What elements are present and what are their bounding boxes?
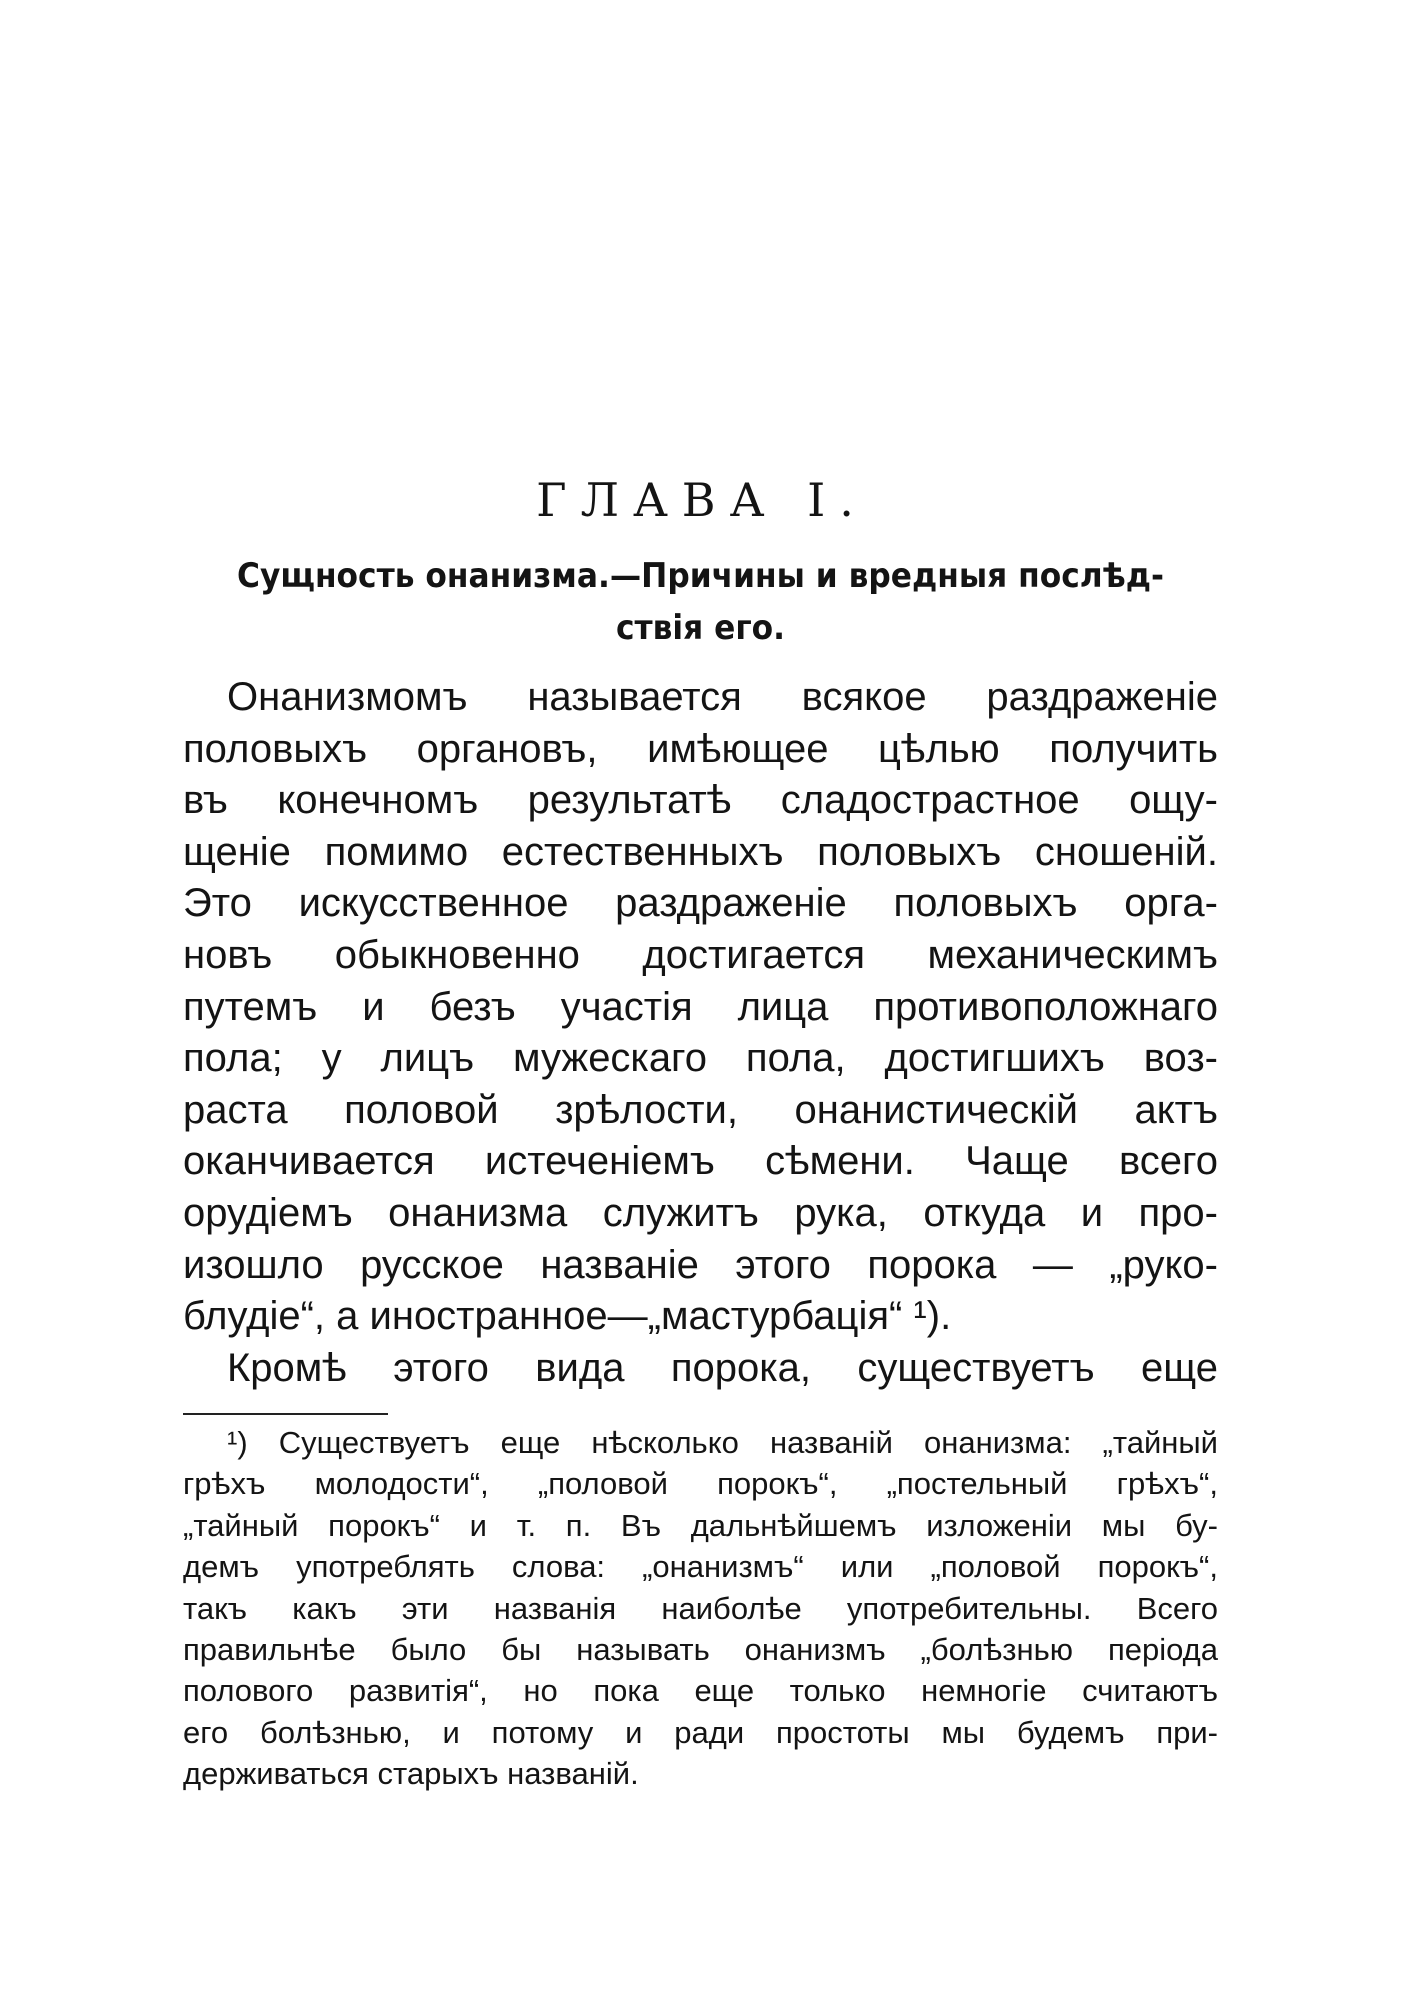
body-line: орудіемъ онанизма служитъ рука, откуда и про- bbox=[183, 1190, 1218, 1235]
body-line: новъ обыкновенно достигается механическимъ bbox=[183, 932, 1218, 977]
body-line: оканчивается истеченіемъ сѣмени. Чаще всего bbox=[183, 1139, 1218, 1184]
footnote-line: правильнѣе было бы называть онанизмъ „болѣзнью періода bbox=[183, 1631, 1218, 1667]
footnote bbox=[183, 1422, 1218, 1795]
chapter-subtitle bbox=[224, 550, 1176, 654]
body-line: путемъ и безъ участія лица противоположнаго bbox=[183, 984, 1218, 1029]
body-text bbox=[183, 672, 1218, 1394]
body-line: изошло русское названіе этого порока — „руко- bbox=[183, 1242, 1218, 1287]
footnote-line: демъ употреблять слова: „онанизмъ“ или „половой порокъ“, bbox=[183, 1549, 1218, 1585]
footnote-divider bbox=[183, 1413, 388, 1415]
footnote-line: такъ какъ эти названія наиболѣе употребительны. Всего bbox=[183, 1590, 1218, 1626]
body-line: пола; у лицъ мужескаго пола, достигшихъ воз- bbox=[183, 1036, 1218, 1081]
body-line: Онанизмомъ называется всякое раздраженіе bbox=[227, 675, 1218, 719]
subtitle-line: Сущность онанизма.—Причины и вредныя послѣд- bbox=[237, 556, 1164, 596]
subtitle-line: ствія его. bbox=[615, 608, 786, 648]
footnote-line: держиваться старыхъ названій. bbox=[183, 1756, 639, 1792]
footnote-line: ¹) Существуетъ еще нѣсколько названій онанизма: „тайный bbox=[227, 1425, 1218, 1460]
footnote-line: „тайный порокъ“ и т. п. Въ дальнѣйшемъ изложеніи мы бу- bbox=[183, 1507, 1218, 1543]
body-line: въ конечномъ результатѣ сладострастное ощу- bbox=[183, 778, 1218, 823]
footnote-line: его болѣзнью, и потому и ради простоты мы будемъ при- bbox=[183, 1714, 1218, 1750]
body-line: раста половой зрѣлости, онанистическій актъ bbox=[183, 1087, 1218, 1132]
chapter-heading: ГЛАВА І. bbox=[536, 473, 868, 527]
body-line: Это искусственное раздраженіе половыхъ орга- bbox=[183, 881, 1218, 926]
footnote-line: грѣхъ молодости“, „половой порокъ“, „постельный грѣхъ“, bbox=[183, 1466, 1218, 1502]
body-line: половыхъ органовъ, имѣющее цѣлью получить bbox=[183, 726, 1218, 771]
body-line: щеніе помимо естественныхъ половыхъ сношеній. bbox=[183, 829, 1218, 874]
footnote-line: полового развитія“, но пока еще только немногіе считаютъ bbox=[183, 1673, 1218, 1709]
body-line: блудіе“, а иностранное—„мастурбація“ ¹). bbox=[183, 1294, 952, 1339]
body-line: Кромѣ этого вида порока, существуетъ еще bbox=[227, 1345, 1218, 1390]
